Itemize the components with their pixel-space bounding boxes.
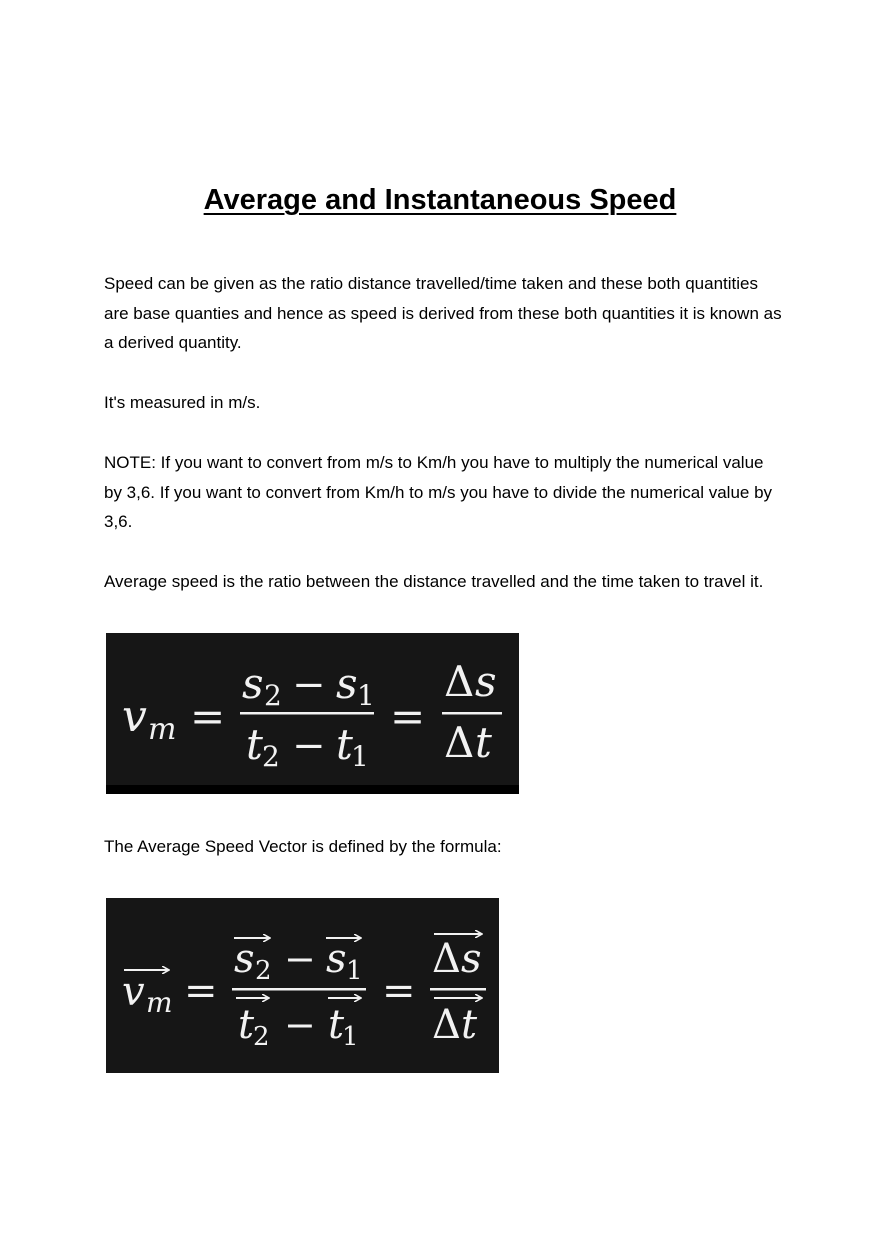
paragraph-units: It's measured in m/s. — [104, 393, 261, 412]
lhs-sub-m: m — [148, 712, 177, 747]
page-title: Average and Instantaneous Speed — [203, 184, 677, 216]
vector-lhs-sub-m: m — [146, 986, 173, 1019]
lhs-v: v — [122, 691, 147, 742]
vector-denominator-minus: − — [284, 1003, 316, 1047]
numerator-s: s — [242, 659, 264, 708]
vector-denominator-t: t — [238, 1002, 255, 1048]
vector-delta-s-letter: s — [461, 936, 482, 982]
vector-delta-t-delta: Δ — [432, 1002, 461, 1048]
paragraph-average-speed: Average speed is the ratio between the distance travelled and the time taken to travel it. — [104, 572, 764, 591]
equals-sign-2: = — [390, 692, 426, 741]
vector-numerator-minus: − — [284, 937, 316, 981]
vector-denominator-sub-1: 1 — [342, 1022, 359, 1052]
denominator-sub-2: 2 — [262, 740, 280, 773]
paragraph-vector-intro: The Average Speed Vector is defined by the formula: — [104, 837, 502, 856]
equals-sign-1: = — [190, 692, 226, 741]
vector-numerator-sub-2: 2 — [255, 956, 272, 986]
numerator-s-second: s — [336, 659, 358, 708]
delta-s-letter: s — [475, 657, 497, 706]
vector-delta-s-delta: Δ — [432, 936, 461, 982]
vector-equals-1: = — [184, 968, 218, 1014]
paragraph-conversion-note: NOTE: If you want to convert from m/s to Km/h you have to multiply the numerical value by 3,6. If you want to convert from Km/h to m/s you have to divide the numerical value by 3,6. — [104, 453, 773, 532]
denominator-sub-1: 1 — [351, 740, 369, 773]
numerator-sub-2: 2 — [264, 679, 282, 712]
average-speed-vector-formula-svg — [106, 898, 499, 1073]
fraction-bar-1 — [240, 712, 374, 715]
numerator-sub-1: 1 — [357, 679, 375, 712]
average-speed-formula — [106, 633, 519, 794]
denominator-minus: − — [292, 723, 326, 769]
delta-t-letter: t — [475, 718, 492, 767]
vector-fraction-bar-1 — [232, 988, 366, 991]
denominator-t: t — [246, 720, 263, 769]
paragraph-speed-definition: Speed can be given as the ratio distance travelled/time taken and these both quantities are base quanties and hence as speed is derived from these both quantities it is known as a derived quantity. — [104, 274, 782, 353]
vector-lhs-v: v — [122, 969, 145, 1015]
vector-numerator-sub-1: 1 — [346, 956, 363, 986]
average-speed-vector-formula — [106, 898, 499, 1073]
vector-denominator-sub-2: 2 — [253, 1022, 270, 1052]
numerator-minus: − — [292, 662, 326, 708]
average-speed-formula-svg — [106, 633, 519, 785]
vector-fraction-bar-2 — [430, 988, 486, 991]
fraction-bar-2 — [442, 712, 502, 715]
vector-numerator-s-second: s — [326, 936, 347, 982]
delta-t-delta: Δ — [444, 718, 475, 767]
denominator-t-second: t — [336, 720, 353, 769]
vector-denominator-t-second: t — [328, 1002, 345, 1048]
vector-equals-2: = — [382, 968, 416, 1014]
vector-numerator-s: s — [234, 936, 255, 982]
delta-s-delta: Δ — [444, 657, 475, 706]
vector-delta-t-letter: t — [461, 1002, 478, 1048]
